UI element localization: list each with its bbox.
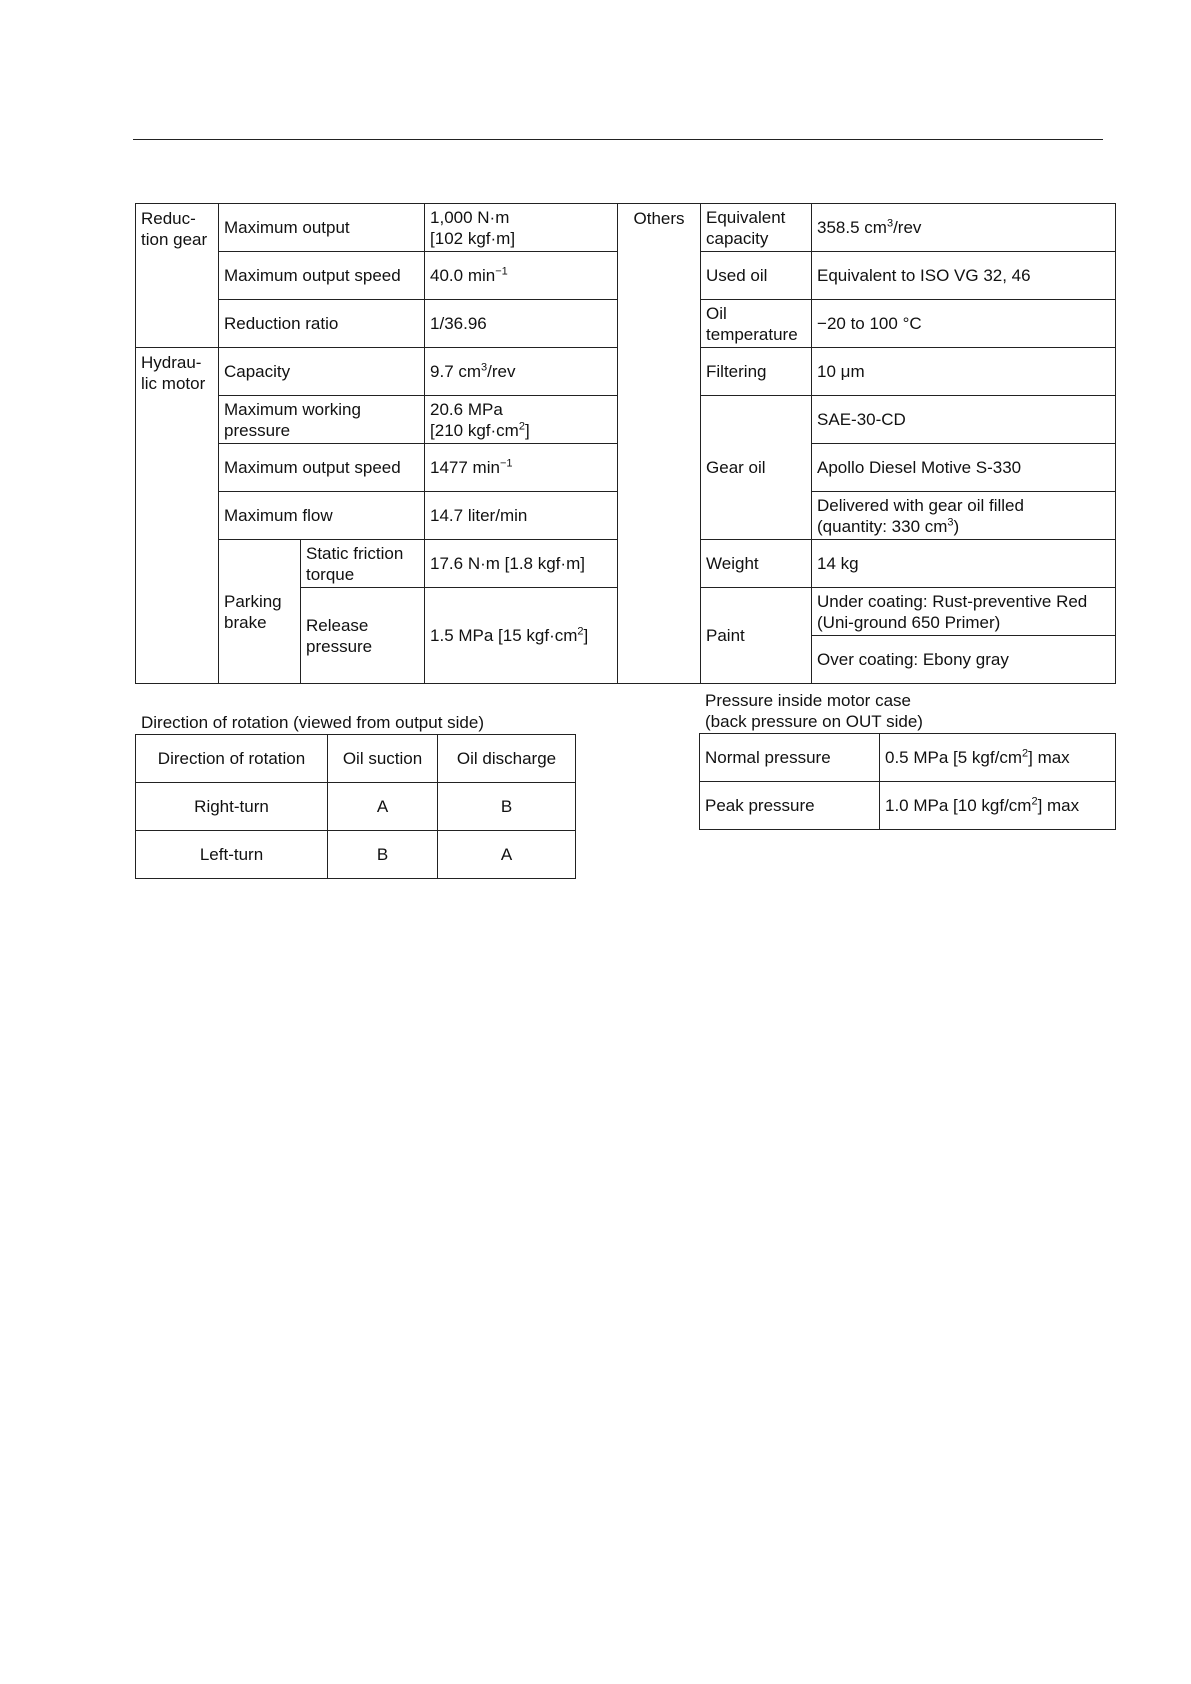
table-cell: A [438,831,576,879]
rg-max-output-speed-value: 40.0 $\min^{-1}$ [425,252,618,300]
peak-pressure-label: Peak pressure [700,782,880,830]
table-header-row [136,735,576,783]
header-oil-discharge: Oil discharge [438,735,576,783]
header-rule [133,139,1103,140]
header-oil-suction: Oil suction [328,735,438,783]
normal-pressure-label: Normal pressure [700,734,880,782]
paint-under-coating: Under coating: Rust-preventive Red (Uni-ground 650 Primer) [812,588,1116,636]
spec-table [135,203,1116,684]
rotation-caption: Direction of rotation (viewed from output side) [141,713,484,732]
static-friction-label: Static friction torque [301,540,425,588]
used-oil-label: Used oil [701,252,812,300]
hm-max-output-speed-value: 1477 $\min^{-1}$ [425,444,618,492]
table-row [700,782,1116,830]
reduction-ratio-value: 1/36.96 [425,300,618,348]
max-flow-value: 14.7 liter/min [425,492,618,540]
weight-value: 14 kg [812,540,1116,588]
header-direction: Direction of rotation [136,735,328,783]
reduction-gear-label: Reduc- tion gear [136,204,219,348]
oil-temp-value: −20 to 100 °C [812,300,1116,348]
gear-oil-value-2: Apollo Diesel Motive S-330 [812,444,1116,492]
table-cell: Left-turn [136,831,328,879]
filtering-value: 10 μm [812,348,1116,396]
max-output-value: 1,000 N·m [102 kgf·m] [425,204,618,252]
table-cell: A [328,783,438,831]
weight-label: Weight [701,540,812,588]
static-friction-value: 17.6 N·m [1.8 kgf·m] [425,540,618,588]
rg-max-output-speed-label: Maximum output speed [219,252,425,300]
normal-pressure-value: 0.5 MPa [5 kgf/$cm^2$] max [880,734,1116,782]
capacity-value: 9.7 $cm^3$/rev [425,348,618,396]
max-output-label: Maximum output [219,204,425,252]
equiv-capacity-value: 358.5 $cm^3$/rev [812,204,1116,252]
max-flow-label: Maximum flow [219,492,425,540]
parking-brake-label: Parking brake [219,540,301,684]
hydraulic-motor-label: Hydrau- lic motor [136,348,219,684]
gear-oil-value-3: Delivered with gear oil filled (quantity: 330 $cm^3$) [812,492,1116,540]
max-working-pressure-label: Maximum working pressure [219,396,425,444]
table-row [136,831,576,879]
paint-over-coating: Over coating: Ebony gray [812,636,1116,684]
used-oil-value: Equivalent to ISO VG 32, 46 [812,252,1116,300]
table-row [136,204,1116,252]
pressure-table [699,733,1116,830]
paint-label: Paint [701,588,812,684]
table-row [700,734,1116,782]
gear-oil-label: Gear oil [701,396,812,540]
peak-pressure-value: 1.0 MPa [10 kgf/$cm^2$] max [880,782,1116,830]
capacity-label: Capacity [219,348,425,396]
table-cell: B [328,831,438,879]
table-cell: B [438,783,576,831]
oil-temp-label: Oil temperature [701,300,812,348]
release-pressure-label: Release pressure [301,588,425,684]
pressure-caption: Pressure inside motor case (back pressure on OUT side) [705,691,923,731]
hm-max-output-speed-label: Maximum output speed [219,444,425,492]
filtering-label: Filtering [701,348,812,396]
release-pressure-value: 1.5 MPa [15 $kgf\cdot cm^2$] [425,588,618,684]
equiv-capacity-label: Equivalent capacity [701,204,812,252]
table-cell: Right-turn [136,783,328,831]
rotation-table [135,734,576,879]
reduction-ratio-label: Reduction ratio [219,300,425,348]
max-working-pressure-value: 20.6 MPa [210 $kgf\cdot cm^2$] [425,396,618,444]
others-label: Others [618,204,701,684]
gear-oil-value-1: SAE-30-CD [812,396,1116,444]
table-row [136,783,576,831]
